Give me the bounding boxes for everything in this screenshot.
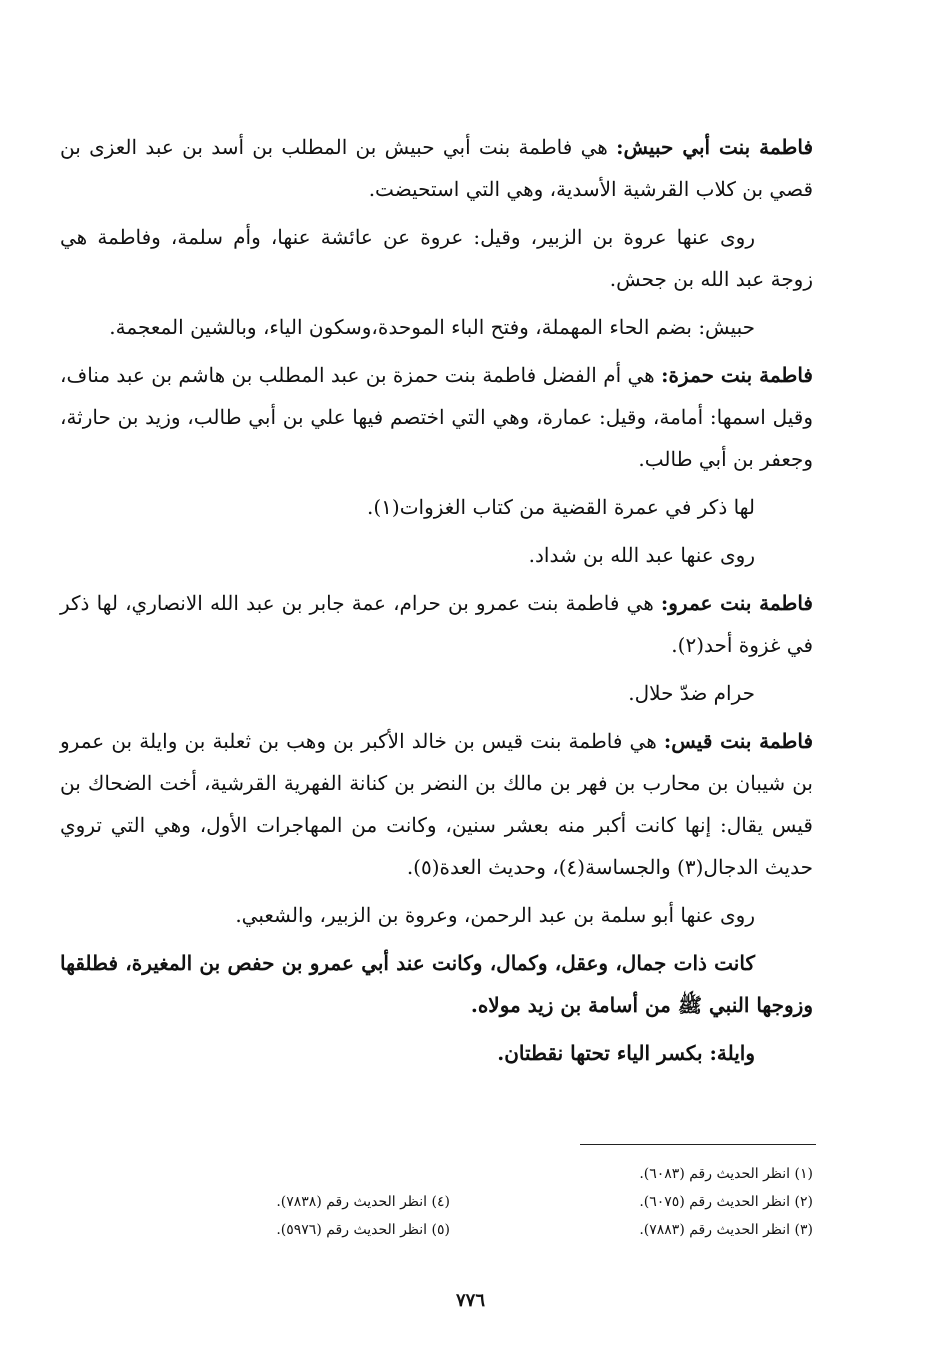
paragraph-narrators-3: روى عنها أبو سلمة بن عبد الرحمن، وعروة بن الزبير، والشعبي. [235,903,755,927]
entry-fatima-bint-qays [60,720,813,888]
footnote-1: (١) انظر الحديث رقم (٦٠٨٣). [639,1166,813,1182]
entry-term: فاطمة بنت أبي حبيش: [616,135,813,159]
entry-term: فاطمة بنت عمرو: [660,591,813,615]
entry-term: فاطمة بنت حمزة: [661,363,813,387]
entry-body: هي أم الفضل فاطمة بنت حمزة بن عبد المطلب بن هاشم بن عبد مناف، وقيل اسمها: أمامة، وقيل: عمارة، وهي التي اختصم فيها علي بن أبي طالب، وزيد بن حارثة، وجعفر بن أبي طالب. [60,363,813,471]
footnote-divider [580,1144,816,1145]
paragraph-narrators-2: روى عنها عبد الله بن شداد. [528,543,755,567]
main-text [60,126,813,1080]
paragraph-narrators-1: روى عنها عروة بن الزبير، وقيل: عروة عن عائشة عنها، وأم سلمة، وفاطمة هي زوجة عبد الله بن جحش. [60,225,813,291]
entry-body: هي فاطمة بنت أبي حبيش بن المطلب بن أسد بن عبد العزى بن قصي بن كلاب القرشية الأسدية، وهي التي استحيضت. [60,135,813,201]
page-number: ٧٧٦ [455,1290,485,1311]
footnotes-column-right [553,1160,813,1244]
paragraph-biography-note: كانت ذات جمال، وعقل، وكمال، وكانت عند أبي عمرو بن حفص بن المغيرة، فطلقها وزوجها النبي ﷺ من أسامة بن زيد مولاه. [60,951,813,1017]
entry-term: فاطمة بنت قيس: [663,729,813,753]
entry-fatima-bint-abi-hubaysh [60,126,813,210]
entry-body: هي فاطمة بنت قيس بن خالد الأكبر بن وهب بن ثعلبة بن وايلة بن عمرو بن شيبان بن محارب بن فهر بن مالك بن النضر بن كنانة الفهرية القرشية، أخت الضحاك بن قيس يقال: إنها كانت أكبر منه بعشر سنين، وكانت من المهاجرات الأول، وهي التي تروي حديث الدجال(٣) والجساسة(٤)، وحديث العدة(٥). [60,729,813,879]
footnotes-column-left [210,1188,450,1244]
footnote-5: (٥) انظر الحديث رقم (٥٩٧٦). [276,1222,450,1238]
footnote-4: (٤) انظر الحديث رقم (٧٨٣٨). [276,1194,450,1210]
footnote-3: (٣) انظر الحديث رقم (٧٨٨٣). [639,1222,813,1238]
entry-fatima-bint-hamza [60,354,813,480]
entry-body: هي فاطمة بنت عمرو بن حرام، عمة جابر بن عبد الله الانصاري، لها ذكر في غزوة أحد(٢). [60,591,813,657]
paragraph-wayla-note: وايلة: بكسر الياء تحتها نقطتان. [497,1041,755,1065]
paragraph-mention-umrat-al-qadiyya: لها ذكر في عمرة القضية من كتاب الغزوات(١). [367,495,755,519]
paragraph-haram-note: حرام ضدّ حلال. [628,681,755,705]
footnote-2: (٢) انظر الحديث رقم (٦٠٧٥). [639,1194,813,1210]
entry-fatima-bint-amr [60,582,813,666]
paragraph-hubaysh-note: حبيش: بضم الحاء المهملة، وفتح الباء الموحدة،وسكون الياء، وبالشين المعجمة. [109,315,755,339]
